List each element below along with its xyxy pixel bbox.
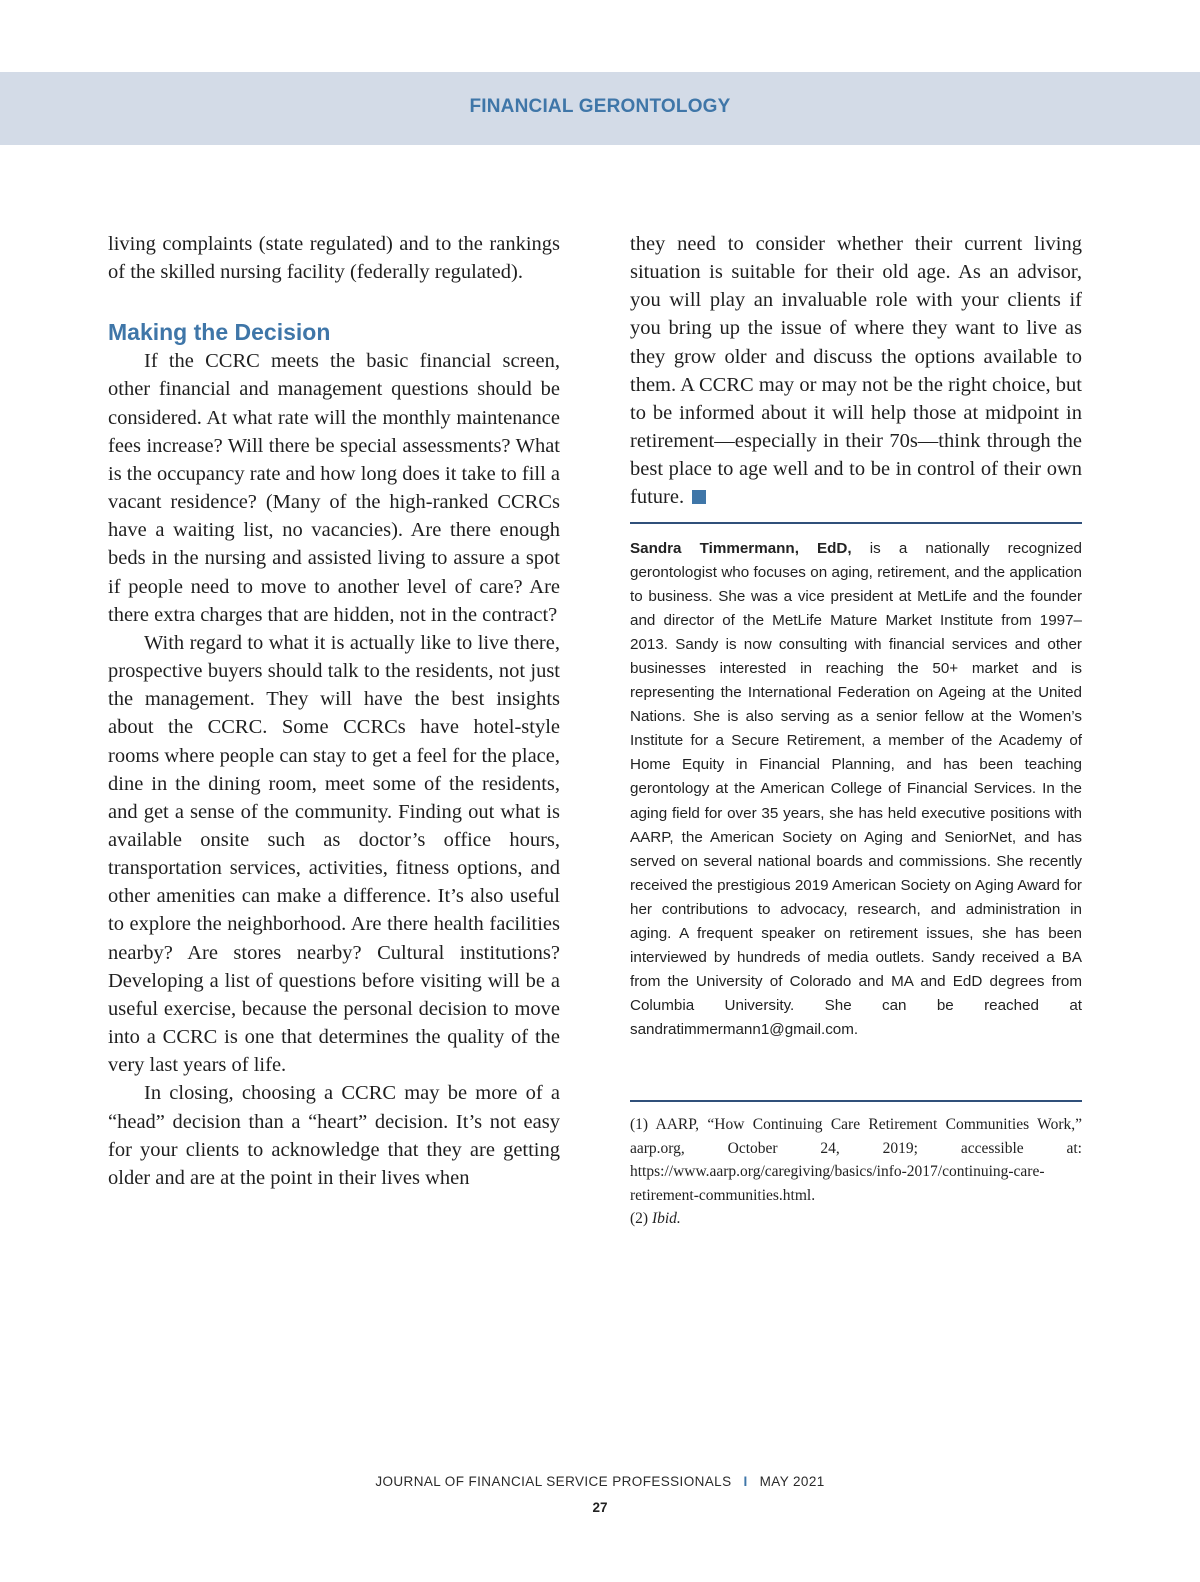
- bio-text: is a nationally recognized gerontologist who focuses on aging, retirement, and the application to business. She was a vice president at MetLife and the founder and director of the MetLife Mature Market Institute from 1997–2013. Sandy is now consulting with financial services and other businesses interested in reaching the 50+ market and is representing the International Federation on Ageing at the United Nations. She is also serving as a senior fellow at the Women’s Institute for a Secure Retirement, a member of the Academy of Home Equity in Financial Planning, and has been teaching gerontology at the American College of Financial Services. In the aging field for over 35 years, she has held executive positions with AARP, the American Society on Aging and SeniorNet, and has served on several national boards and commissions. She recently received the prestigious 2019 American Society on Aging Award for her contributions to advocacy, research, and administration in aging. A frequent speaker on retirement issues, she has been interviewed by hundreds of media outlets. Sandy received a BA from the University of Colorado and MA and EdD degrees from Columbia University. She can be reached at sandratimmermann1@gmail.com.: [630, 540, 1082, 1038]
- footnotes: [630, 1113, 1082, 1231]
- body-paragraph-2: With regard to what it is actually like to live there, prospective buyers should talk to the residents, not just the management. They will have the best insights about the CCRC. Some CCRCs have hotel-style rooms where people can stay to get a feel for the place, dine in the dining room, meet some of the residents, and get a sense of the community. Finding out what is available onsite such as doctor’s office hours, transportation services, activities, fitness options, and other amenities can make a difference. It’s also useful to explore the neighborhood. Are there health facilities nearby? Are stores nearby? Cultural institutions? Developing a list of questions before visiting will be a useful exercise, because the personal decision to move into a CCRC is one that determines the quality of the very last years of life.: [108, 631, 560, 1077]
- body-paragraph-3: In closing, choosing a CCRC may be more of a “head” decision than a “heart” decision. It’s not easy for your clients to acknowledge that they are getting older and are at the point in their lives when: [108, 1082, 560, 1189]
- footnote-2: [630, 1207, 1082, 1231]
- section-heading: Making the Decision: [108, 319, 331, 346]
- footnote-2-label: (2): [630, 1210, 649, 1228]
- page-footer: [0, 1474, 1200, 1489]
- closing-paragraph-text: they need to consider whether their current living situation is suitable for their old age. As an advisor, you will play an invaluable role with your clients if you bring up the issue of where they want to live as they grow older and discuss the options available to them. A CCRC may or may not be the right choice, but to be informed about it will help those at midpoint in retirement—especially in their 70s—think through the best place to age well and to be in control of their own future.: [630, 233, 1082, 509]
- bio-bottom-rule: [630, 1100, 1082, 1102]
- continued-paragraph: living complaints (state regulated) and to the rankings of the skilled nursing facility (federally regulated).: [108, 233, 560, 284]
- left-column: [108, 230, 560, 1192]
- closing-paragraph: [630, 230, 1082, 512]
- body-paragraph-1: If the CCRC meets the basic financial screen, other financial and management questions should be considered. At what rate will the monthly maintenance fees increase? Will there be special assessments? What is the occupancy rate and how long does it take to fill a vacant residence? (Many of the high-ranked CCRCs have a waiting list, no vacancies). Are there enough beds in the nursing and assisted living to assure a spot if people need to move to another level of care? Are there extra charges that are hidden, not in the contract?: [108, 350, 561, 626]
- running-header-title: FINANCIAL GERONTOLOGY: [469, 96, 731, 117]
- bio-author-name: Sandra Timmermann, EdD,: [630, 540, 852, 557]
- footnote-2-text: Ibid.: [651, 1210, 681, 1228]
- footer-date: MAY 2021: [759, 1474, 825, 1489]
- right-column: [630, 230, 1082, 512]
- bio-top-rule: [630, 522, 1082, 524]
- end-of-article-square-icon: [692, 490, 706, 504]
- page-number: 27: [592, 1500, 608, 1515]
- author-bio: [630, 537, 1082, 1042]
- footnote-1: (1) AARP, “How Continuing Care Retirement Communities Work,” aarp.org, October 24, 2019; accessible at: https://www.aarp.org/caregiving/basics/info-2017/continuing-care-retirement-communities.html.: [630, 1116, 1082, 1204]
- footer-separator: I: [743, 1474, 748, 1489]
- footer-journal-name: JOURNAL OF FINANCIAL SERVICE PROFESSIONALS: [375, 1474, 732, 1489]
